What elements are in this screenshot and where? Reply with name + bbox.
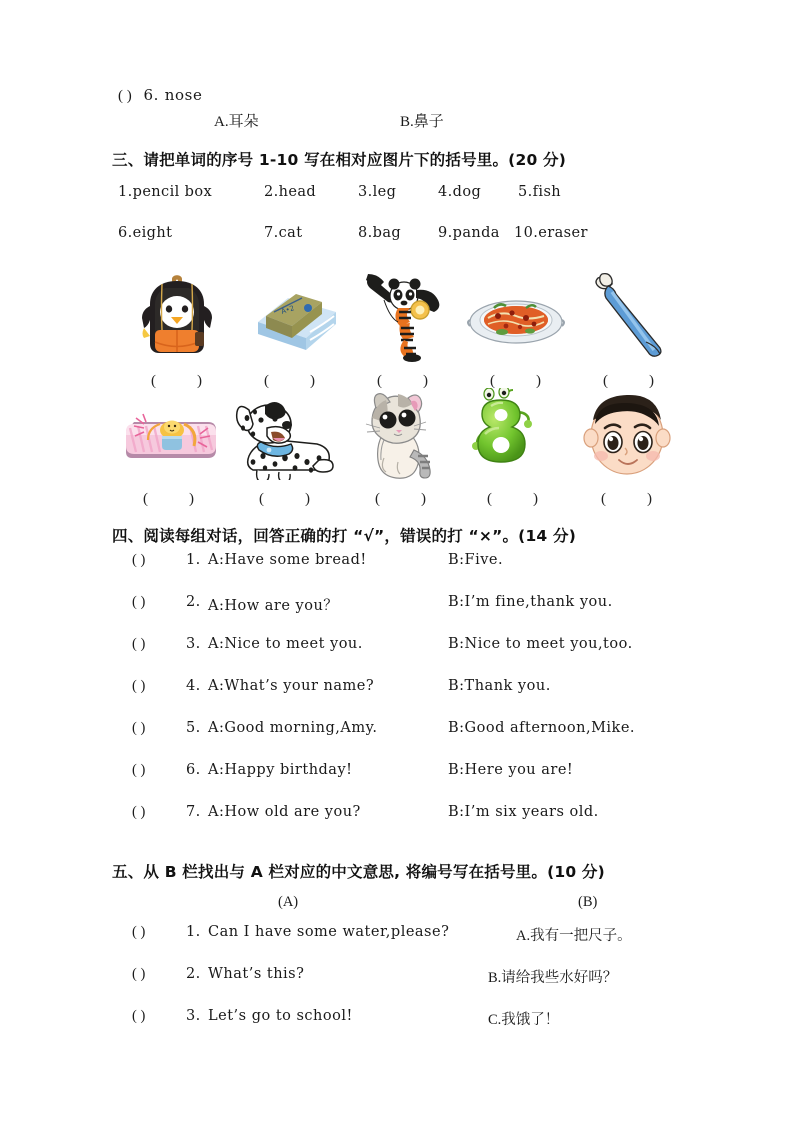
word-item-8: 8. bag [358,225,402,241]
speaker-a-line: A:Happy birthday! [208,762,353,778]
option-b[interactable] [400,110,444,131]
word-item-6: 6. eight [118,225,173,241]
dialogue-row [118,552,684,594]
answer-bracket[interactable]: ( ) [132,678,146,694]
option-b-label: B. [400,114,414,130]
english-phrase: Can I have some water,please? [208,924,450,940]
speaker-a-line: A:What’s your name? [208,678,375,694]
answer-bracket[interactable]: ( ) [151,373,202,389]
option-b-text: 鼻子 [413,112,444,130]
pencil-box-icon [112,388,225,480]
option-text: 我有一把尺子。 [530,928,632,944]
answer-bracket[interactable]: ( ) [132,636,146,652]
green-number-eight-icon [456,388,569,480]
picture-cell-7 [228,388,341,508]
kungfu-panda-icon [346,270,459,362]
match-row [118,1008,684,1050]
column-b-label: (B) [578,894,598,910]
item-number: 1. [186,924,201,940]
item-number: 6. [186,762,201,778]
word-item-9: 9. panda [438,225,500,241]
chinese-option [516,924,632,945]
english-phrase: Let’s go to school! [208,1008,353,1024]
question3-heading: 三、请把单词的序号 1-10 写在相对应图片下的括号里。(20 分) [112,151,567,169]
question5-list [118,886,684,1050]
english-phrase: What’s this? [208,966,305,982]
answer-bracket[interactable]: ( ) [132,762,146,778]
page-content [112,86,684,1050]
item-number: 7. [186,804,201,820]
dialogue-row [118,720,684,762]
picture-cell-4 [459,270,572,390]
answer-bracket[interactable]: ( ) [132,924,146,940]
speaker-b-line: B:I’m fine,thank you. [448,594,613,610]
option-a-text: 耳朵 [228,112,259,130]
answer-bracket[interactable]: ( ) [132,720,146,736]
answer-bracket[interactable]: ( ) [490,373,541,389]
picture-cell-5 [572,270,685,390]
match-row [118,924,684,966]
question3-word-bank [118,184,684,266]
item-word: nose [164,86,203,104]
speaker-a-line: A:Have some bread! [208,552,367,568]
answer-bracket[interactable]: ( ) [132,552,146,568]
kitten-cat-icon [344,388,457,480]
answer-bracket[interactable]: ( ) [132,804,146,820]
fish-dish-icon [459,270,572,362]
item-number: 5. [186,720,201,736]
answer-bracket[interactable]: ( ) [132,1008,146,1024]
picture-cell-2 [233,270,346,390]
word-item-3: 3. leg [358,184,397,200]
item-number: 2. [186,966,201,982]
speaker-b-line: B:Good afternoon,Mike. [448,720,636,736]
item-number: 6. [143,86,160,104]
eraser-icon [233,270,346,362]
answer-bracket[interactable]: ( ) [132,594,146,610]
dialogue-row [118,678,684,720]
word-item-1: 1. pencil box [118,184,213,200]
question5-heading: 五、从 B 栏找出与 A 栏对应的中文意思, 将编号写在括号里。(10 分) [112,863,605,881]
picture-cell-10 [570,388,683,508]
dialogue-row [118,636,684,678]
word-item-10: 10. eraser [514,225,588,241]
item-number: 3. [186,1008,201,1024]
column-a-label: (A) [278,894,299,910]
item-number: 3. [186,636,201,652]
option-label: A. [516,928,531,944]
answer-bracket[interactable]: ( ) [377,373,428,389]
word-item-5: 5. fish [518,184,562,200]
dialogue-row [118,804,684,846]
penguin-backpack-icon [120,270,233,362]
picture-row-2 [118,388,684,508]
option-a[interactable] [214,110,259,131]
dialogue-row [118,594,684,636]
chinese-option [488,966,617,987]
answer-bracket[interactable]: ( ) [118,88,132,104]
speaker-a-line: A:How old are you? [208,804,361,820]
chinese-option [488,1008,559,1029]
question4-list [118,552,684,846]
answer-bracket[interactable]: ( ) [143,491,194,507]
picture-cell-3 [346,270,459,390]
item-number: 4. [186,678,201,694]
answer-bracket[interactable]: ( ) [264,373,315,389]
picture-row-1 [118,270,684,390]
question4-heading: 四、阅读每组对话，回答正确的打 “√”，错误的打 “×”。(14 分) [112,527,577,545]
option-a-label: A. [214,114,229,130]
speaker-a-line: A:How are you？ [208,598,339,614]
leg-icon [572,270,685,362]
picture-cell-9 [456,388,569,508]
item-number: 1. [186,552,201,568]
answer-bracket[interactable]: ( ) [487,491,538,507]
column-labels [118,886,684,924]
answer-bracket[interactable]: ( ) [132,966,146,982]
question2-item6-stem [118,86,202,105]
picture-cell-6 [112,388,225,508]
speaker-b-line: B:Five. [448,552,504,568]
option-text: 请给我些水好吗？ [501,970,618,986]
word-item-4: 4. dog [438,184,482,200]
svg-text:A•2: A•2 [279,304,295,316]
option-text: 我饿了！ [501,1012,560,1028]
answer-bracket[interactable]: ( ) [601,491,652,507]
word-item-7: 7. cat [264,225,303,241]
match-row [118,966,684,1008]
speaker-b-line: B:Here you are! [448,762,574,778]
item-number: 2. [186,594,201,610]
speaker-a-line: A:Good morning,Amy. [208,720,378,736]
word-bank-row-2 [118,225,684,266]
answer-bracket[interactable]: ( ) [375,491,426,507]
dialogue-row [118,762,684,804]
option-label: C. [488,1012,502,1028]
speaker-b-line: B:Nice to meet you,too. [448,636,633,652]
answer-bracket[interactable]: ( ) [603,373,654,389]
question2-tail-item [118,86,684,148]
word-bank-row-1 [118,184,684,225]
option-label: B. [488,970,502,986]
word-item-2: 2. head [264,184,317,200]
picture-cell-8 [344,388,457,508]
speaker-a-line: A:Nice to meet you. [208,636,363,652]
speaker-b-line: B:Thank you. [448,678,551,694]
baby-head-icon [570,388,683,480]
dalmatian-dog-icon [228,388,341,480]
speaker-b-line: B:I’m six years old. [448,804,599,820]
answer-bracket[interactable]: ( ) [259,491,310,507]
picture-cell-1 [120,270,233,390]
